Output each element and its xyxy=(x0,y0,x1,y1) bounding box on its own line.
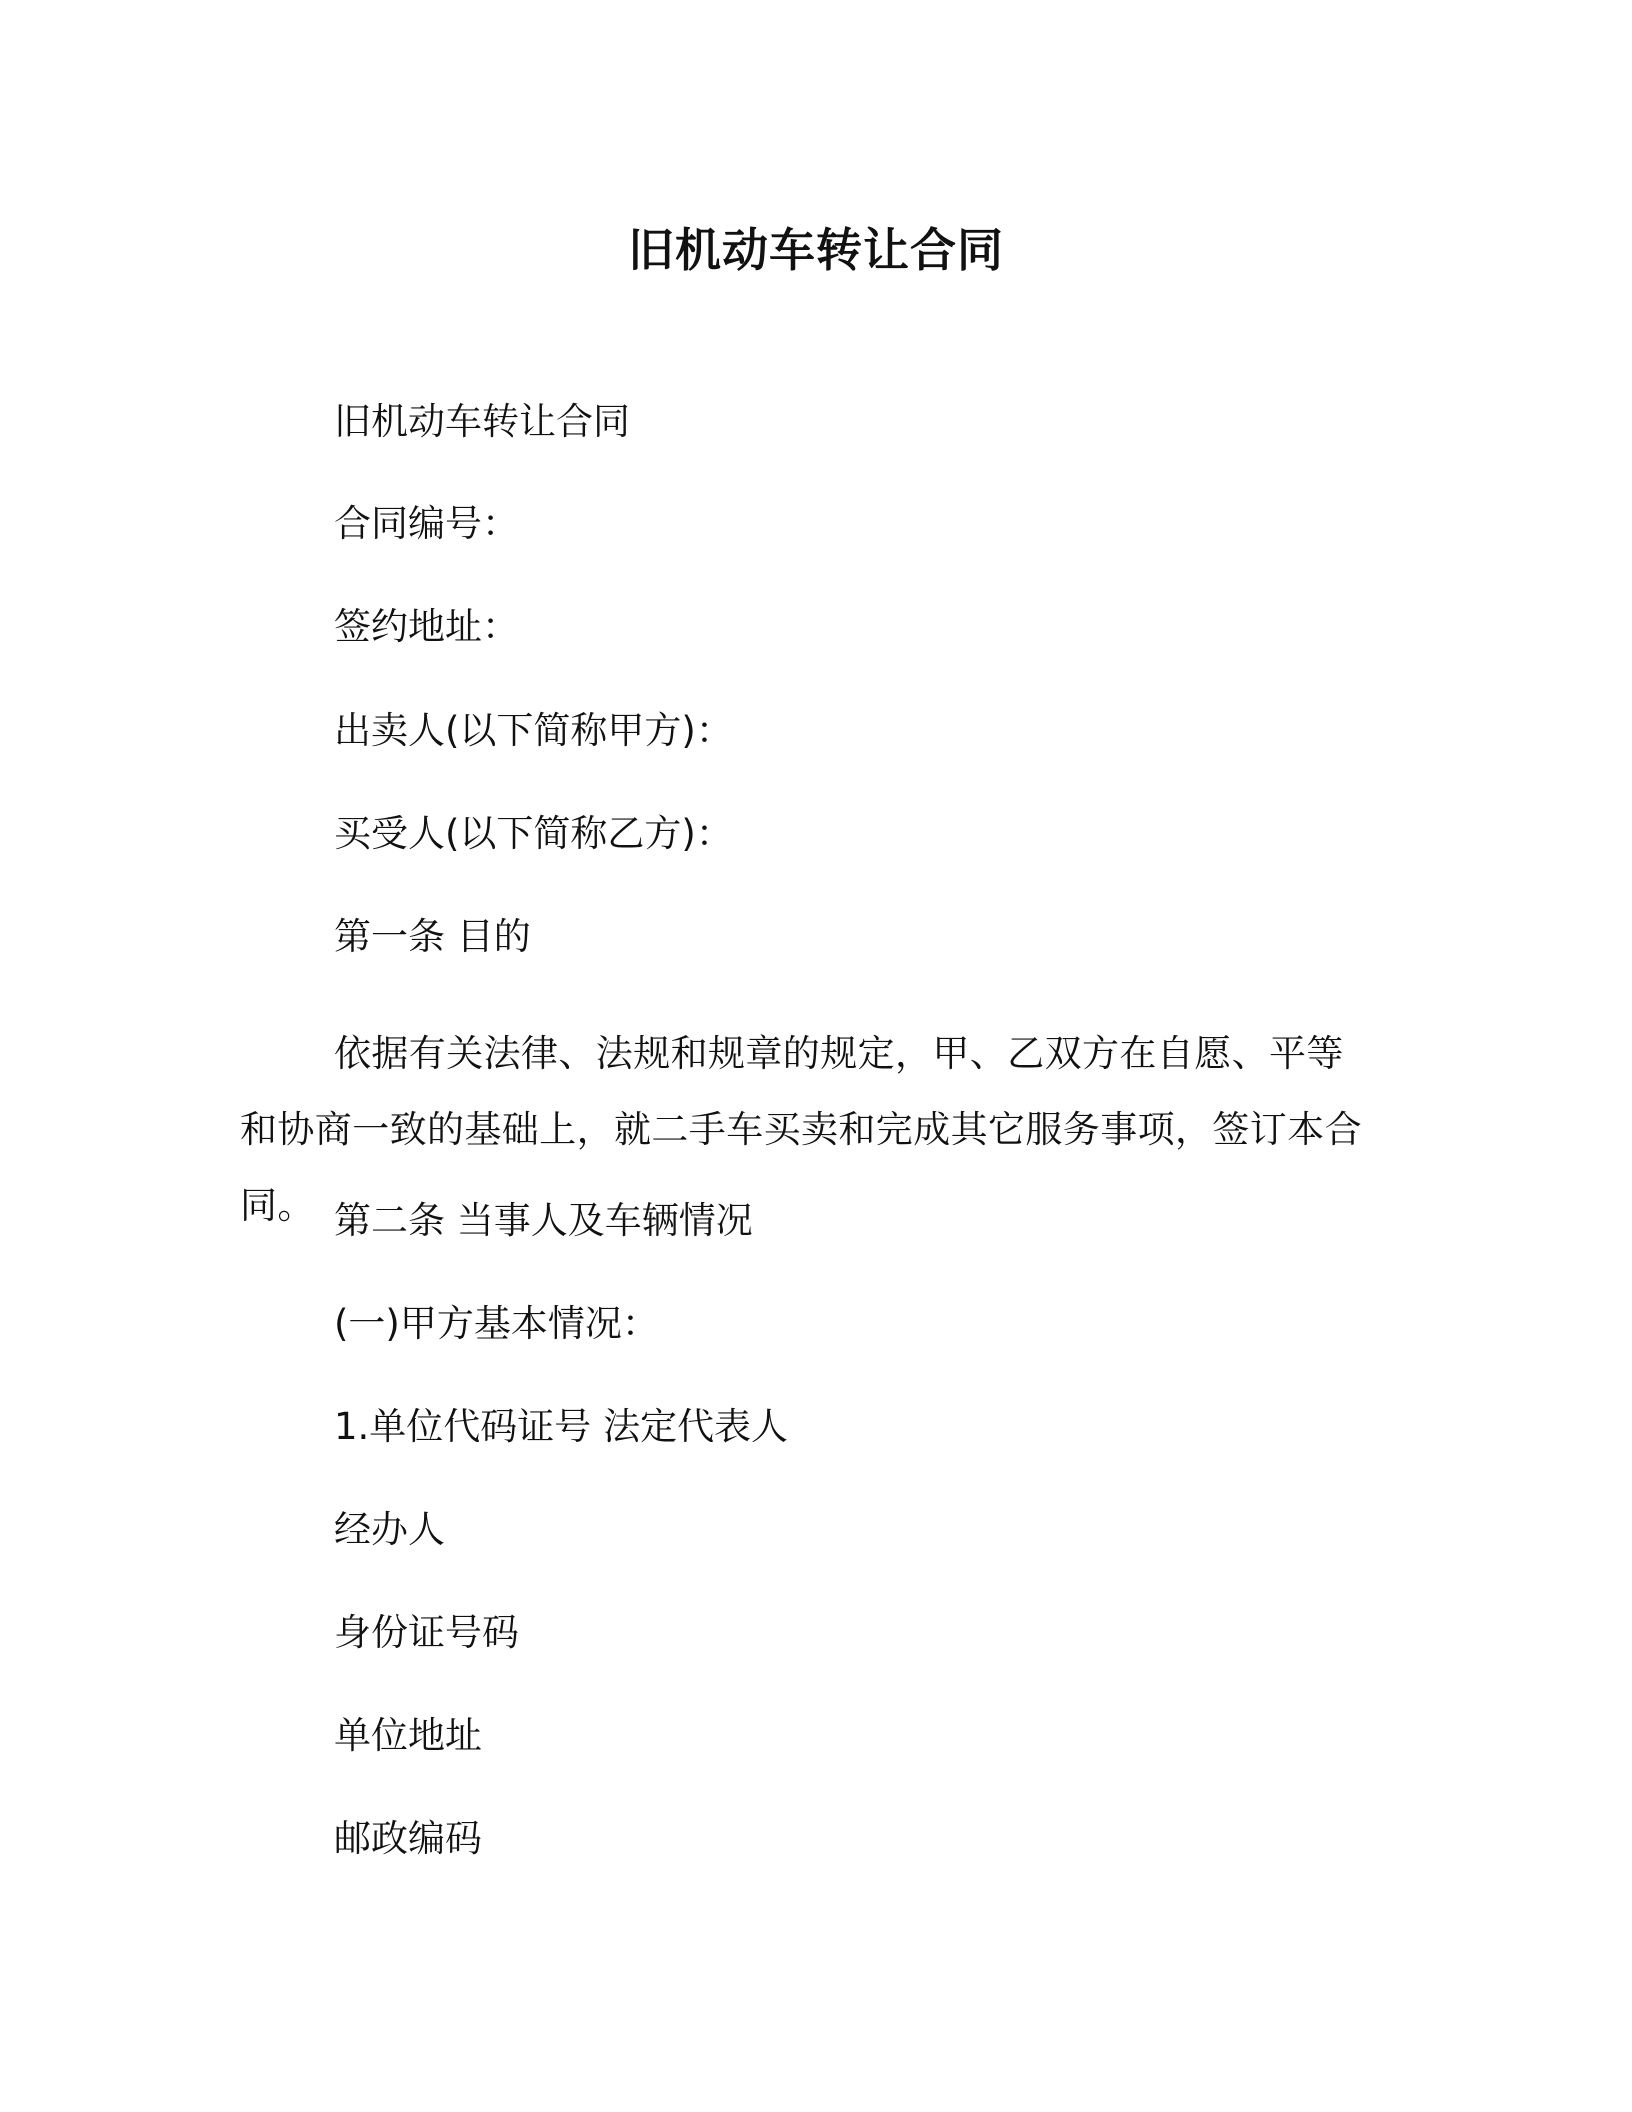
document-title: 旧机动车转让合同 xyxy=(628,223,1004,277)
party-a-info-heading: (一)甲方基本情况： xyxy=(334,1302,659,1345)
signing-address-line: 签约地址： xyxy=(334,605,519,648)
handler-line: 经办人 xyxy=(334,1508,445,1551)
buyer-line: 买受人(以下简称乙方)： xyxy=(334,812,733,855)
unit-code-line: 1.单位代码证号 法定代表人 xyxy=(334,1405,789,1448)
article-two-heading: 第二条 当事人及车辆情况 xyxy=(334,1199,753,1242)
id-number-line: 身份证号码 xyxy=(334,1611,519,1654)
postal-code-line: 邮政编码 xyxy=(334,1817,482,1860)
article-one-body: 依据有关法律、法规和规章的规定，甲、乙双方在自愿、平等和协商一致的基础上，就二手车买卖和完成其它服务事项，签订本合同。 xyxy=(240,1032,1362,1227)
unit-address-line: 单位地址 xyxy=(334,1714,482,1757)
article-one-heading: 第一条 目的 xyxy=(334,915,531,958)
contract-heading: 旧机动车转让合同 xyxy=(334,400,630,443)
seller-line: 出卖人(以下简称甲方)： xyxy=(334,709,733,752)
contract-number-line: 合同编号： xyxy=(334,502,519,545)
